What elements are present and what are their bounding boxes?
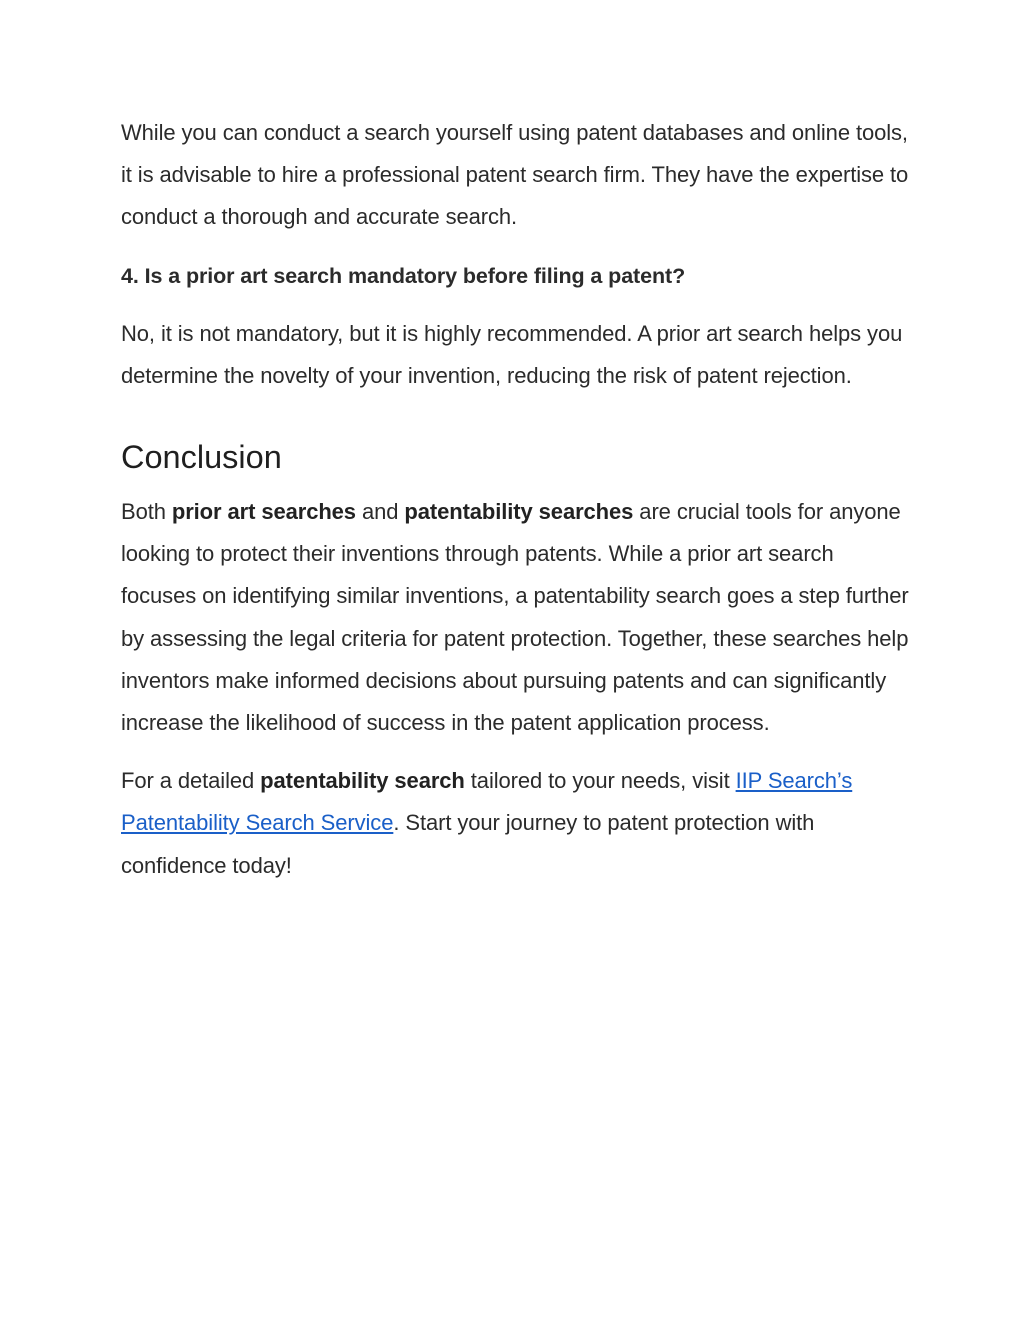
bold-patentability-searches: patentability searches bbox=[404, 499, 634, 525]
conclusion-text-1: Both bbox=[121, 499, 172, 525]
conclusion-text-2: and bbox=[355, 499, 405, 525]
conclusion-paragraph bbox=[121, 491, 911, 744]
bold-prior-art-searches: prior art searches bbox=[171, 499, 356, 525]
conclusion-heading: Conclusion bbox=[121, 439, 282, 476]
faq-answer-4: No, it is not mandatory, but it is highly recommended. A prior art search helps you determine the novelty of your invention, reducing the risk of patent rejection. bbox=[121, 320, 903, 388]
document-page bbox=[121, 112, 911, 887]
cta-paragraph bbox=[121, 760, 911, 887]
cta-text-2: tailored to your needs, visit bbox=[464, 768, 736, 794]
faq-question-4: 4. Is a prior art search mandatory before filing a patent? bbox=[121, 263, 686, 288]
bold-patentability-search: patentability search bbox=[260, 768, 465, 794]
cta-text-3: . Start your journey to patent protection with confidence today! bbox=[121, 810, 815, 878]
conclusion-text-3: are crucial tools for anyone looking to protect their inventions through patents. While a prior art search focuses on identifying similar inventions, a patentability search goes a step further by assessing the legal criteria for patent protection. Together, these searches help inventors make informed decisions about pursuing patents and can significantly increase the likelihood of success in the patent application process. bbox=[121, 499, 909, 736]
cta-text-1: For a detailed bbox=[121, 768, 261, 794]
intro-paragraph: While you can conduct a search yourself using patent databases and online tools, it is advisable to hire a professional patent search firm. They have the expertise to conduct a thorough and accurate search. bbox=[121, 120, 909, 230]
patentability-service-link[interactable]: IIP Search’s Patentability Search Service bbox=[121, 768, 853, 836]
